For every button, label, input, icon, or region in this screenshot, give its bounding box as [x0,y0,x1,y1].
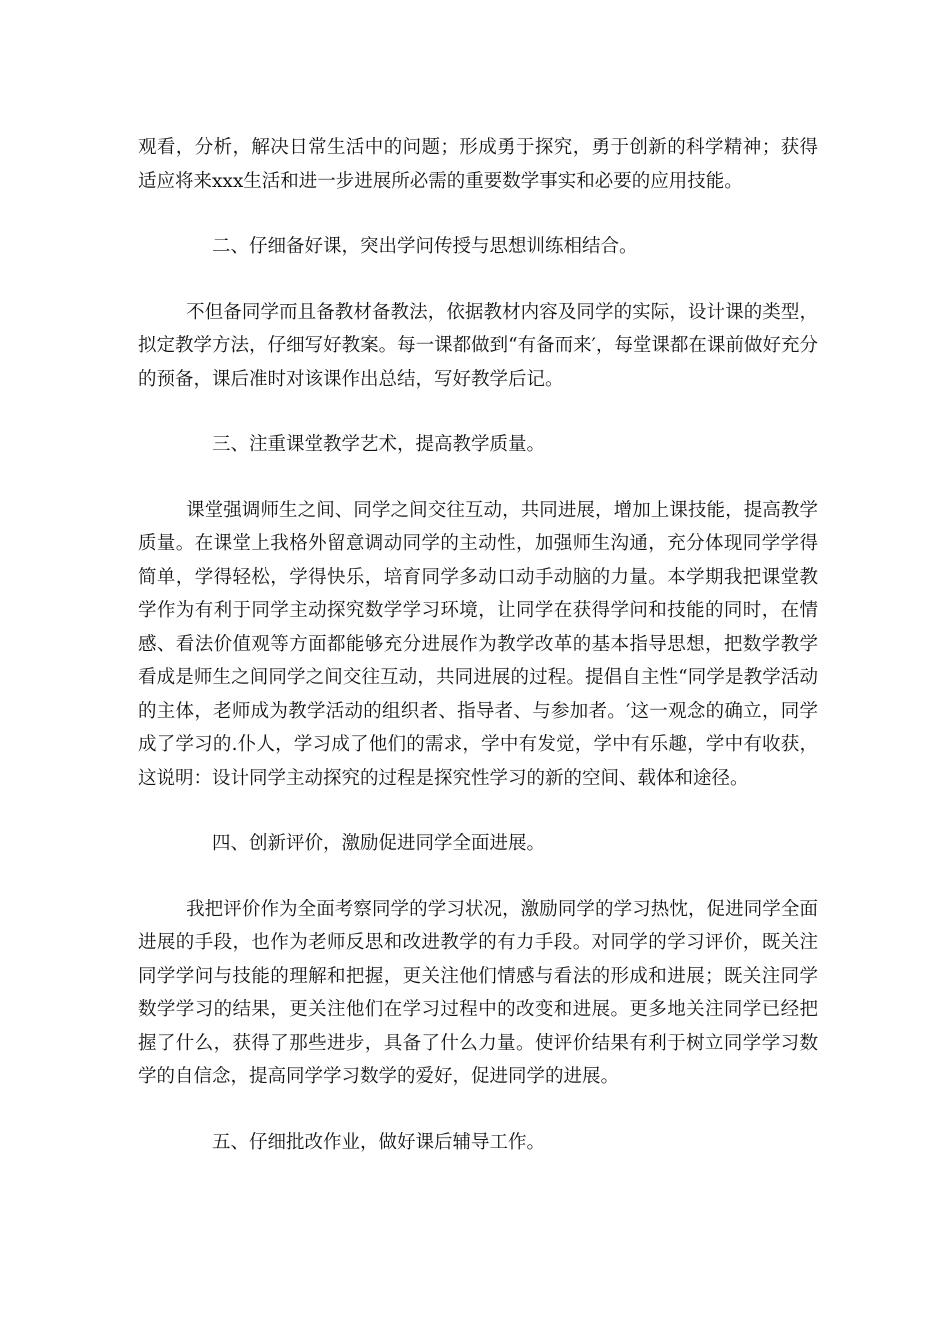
section-heading-5: 五、仔细批改作业，做好课后辅导工作。 [212,1131,546,1153]
document-body [138,131,818,1191]
section-heading-2: 二、仔细备好课，突出学问传授与思想训练相结合。 [212,236,638,257]
paragraph-continuation: 观看，分析，解决日常生活中的问题；形成勇于探究，勇于创新的科学精神；获得适应将来xxx生活和进一步进展所必需的重要数学事实和必要的应用技能。 [138,137,818,192]
paragraph-classroom-teaching: 课堂强调师生之间、同学之间交往互动，共同进展，增加上课技能，提高教学质量。在课堂上我格外留意调动同学的主动性，加强师生沟通，充分体现同学学得简单，学得轻松，学得快乐，培育同学多动口动手动脑的力量。本学期我把课堂教学作为有利于同学主动探究数学学习环境，让同学在获得学问和技能的同时，在情感、看法价值观等方面都能够充分进展作为教学改革的基本指导思想，把数学教学看成是师生之间同学之间交往互动，共同进展的过程。提倡自主性“同学是教学活动的主体，老师成为教学活动的组织者、指导者、与参加者。′这一观念的确立，同学成了学习的.仆人，学习成了他们的需求，学中有发觉，学中有乐趣，学中有收获，这说明：设计同学主动探究的过程是探究性学习的新的空间、载体和途径。 [138,499,818,789]
section-heading-3: 三、注重课堂教学艺术，提高教学质量。 [212,434,546,455]
section-heading-4: 四、创新评价，激励促进同学全面进展。 [212,833,546,854]
paragraph-lesson-preparation: 不但备同学而且备教材备教法，依据教材内容及同学的实际，设计课的类型，拟定教学方法，仔细写好教案。每一课都做到“有备而来′，每堂课都在课前做好充分的预备，课后准时对该课作出总结，写好教学后记。 [138,301,818,390]
paragraph-evaluation: 我把评价作为全面考察同学的学习状况，激励同学的学习热忱，促进同学全面进展的手段，也作为老师反思和改进教学的有力手段。对同学的学习评价，既关注同学学问与技能的理解和把握，更关注他们情感与看法的形成和进展；既关注同学数学学习的结果，更关注他们在学习过程中的改变和进展。更多地关注同学已经把握了什么，获得了那些进步，具备了什么力量。使评价结果有利于树立同学学习数学的自信念，提高同学学习数学的爱好，促进同学的进展。 [138,898,818,1087]
